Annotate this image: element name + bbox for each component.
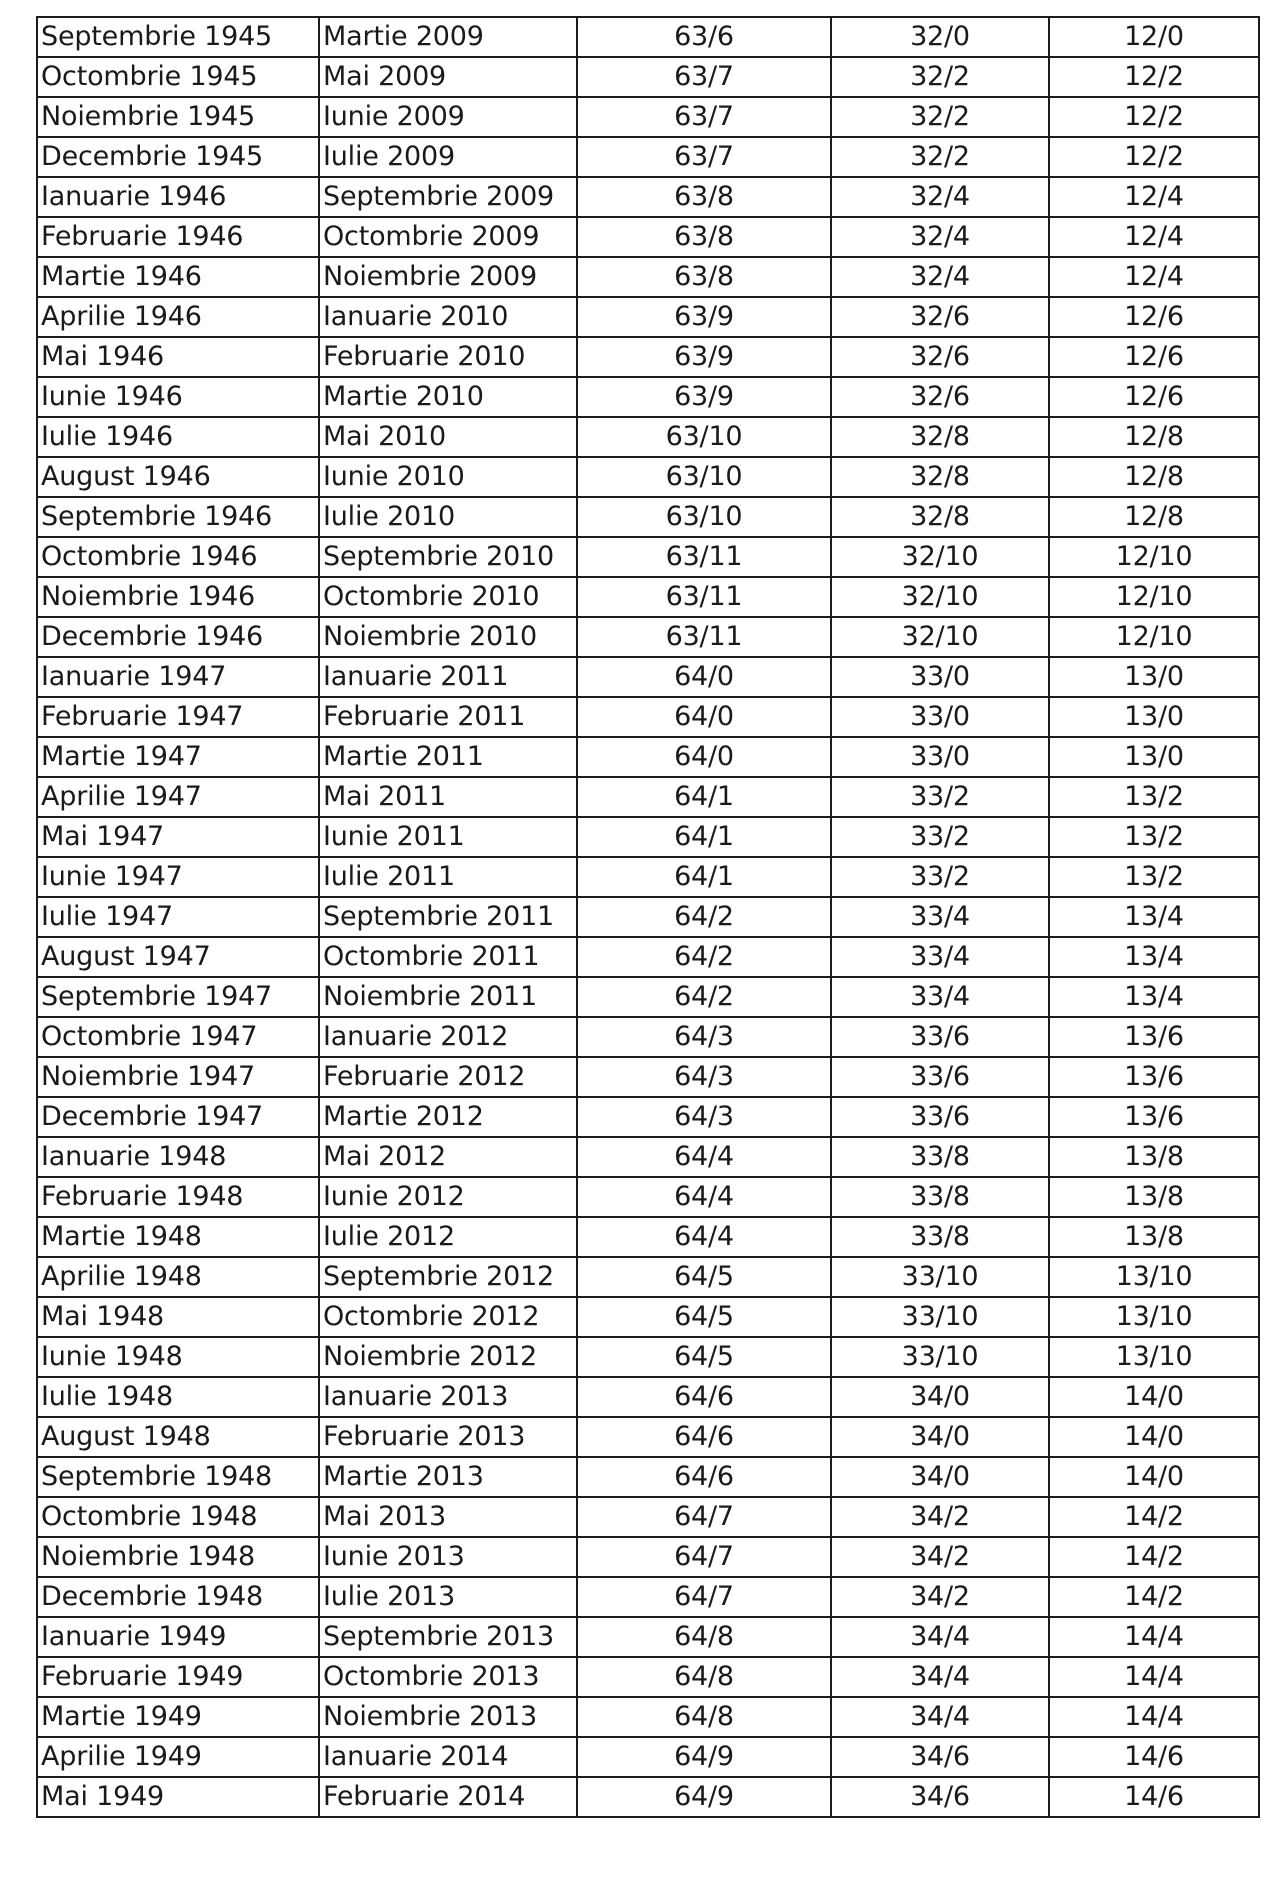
birth-date-cell: Decembrie 1948 [37, 1577, 319, 1617]
table-row [37, 1697, 1259, 1737]
minimum-contribution-cell: 34/0 [831, 1417, 1049, 1457]
birth-date-cell: Septembrie 1945 [37, 17, 319, 57]
retirement-date-cell: Februarie 2011 [319, 697, 577, 737]
standard-age-cell: 63/10 [577, 457, 831, 497]
retirement-date-cell: Februarie 2013 [319, 1417, 577, 1457]
minimum-contribution-cell: 33/0 [831, 657, 1049, 697]
minimum-contribution-cell: 34/2 [831, 1577, 1049, 1617]
full-contribution-cell: 13/4 [1049, 897, 1259, 937]
full-contribution-cell: 14/0 [1049, 1417, 1259, 1457]
pension-age-table-page [36, 16, 1258, 1818]
standard-age-cell: 64/7 [577, 1537, 831, 1577]
full-contribution-cell: 13/0 [1049, 697, 1259, 737]
retirement-date-cell: Martie 2010 [319, 377, 577, 417]
minimum-contribution-cell: 34/6 [831, 1737, 1049, 1777]
full-contribution-cell: 12/6 [1049, 297, 1259, 337]
table-row [37, 737, 1259, 777]
table-row [37, 657, 1259, 697]
standard-age-cell: 63/7 [577, 137, 831, 177]
full-contribution-cell: 14/0 [1049, 1457, 1259, 1497]
minimum-contribution-cell: 33/2 [831, 857, 1049, 897]
retirement-date-cell: Februarie 2014 [319, 1777, 577, 1817]
retirement-date-cell: Iulie 2012 [319, 1217, 577, 1257]
retirement-date-cell: Ianuarie 2014 [319, 1737, 577, 1777]
retirement-date-cell: Februarie 2012 [319, 1057, 577, 1097]
full-contribution-cell: 12/8 [1049, 497, 1259, 537]
birth-date-cell: Mai 1947 [37, 817, 319, 857]
full-contribution-cell: 13/10 [1049, 1337, 1259, 1377]
standard-age-cell: 64/1 [577, 817, 831, 857]
birth-date-cell: August 1946 [37, 457, 319, 497]
standard-age-cell: 64/9 [577, 1777, 831, 1817]
minimum-contribution-cell: 32/8 [831, 497, 1049, 537]
full-contribution-cell: 12/10 [1049, 537, 1259, 577]
table-row [37, 377, 1259, 417]
table-row [37, 977, 1259, 1017]
full-contribution-cell: 13/10 [1049, 1257, 1259, 1297]
table-row [37, 1457, 1259, 1497]
table-row [37, 497, 1259, 537]
retirement-date-cell: Ianuarie 2013 [319, 1377, 577, 1417]
table-row [37, 417, 1259, 457]
standard-age-cell: 63/8 [577, 257, 831, 297]
birth-date-cell: Iunie 1946 [37, 377, 319, 417]
standard-age-cell: 63/10 [577, 497, 831, 537]
full-contribution-cell: 13/8 [1049, 1137, 1259, 1177]
standard-age-cell: 64/4 [577, 1177, 831, 1217]
full-contribution-cell: 13/6 [1049, 1097, 1259, 1137]
retirement-date-cell: Iulie 2013 [319, 1577, 577, 1617]
retirement-date-cell: Iulie 2011 [319, 857, 577, 897]
birth-date-cell: Aprilie 1948 [37, 1257, 319, 1297]
standard-age-cell: 64/8 [577, 1657, 831, 1697]
standard-age-cell: 64/4 [577, 1137, 831, 1177]
minimum-contribution-cell: 33/8 [831, 1217, 1049, 1257]
retirement-date-cell: Noiembrie 2012 [319, 1337, 577, 1377]
standard-age-cell: 64/0 [577, 657, 831, 697]
retirement-date-cell: Iunie 2011 [319, 817, 577, 857]
full-contribution-cell: 14/2 [1049, 1497, 1259, 1537]
birth-date-cell: Ianuarie 1949 [37, 1617, 319, 1657]
birth-date-cell: Februarie 1949 [37, 1657, 319, 1697]
retirement-date-cell: Septembrie 2013 [319, 1617, 577, 1657]
table-row [37, 1057, 1259, 1097]
birth-date-cell: Decembrie 1947 [37, 1097, 319, 1137]
table-row [37, 1137, 1259, 1177]
birth-date-cell: Februarie 1946 [37, 217, 319, 257]
minimum-contribution-cell: 32/4 [831, 177, 1049, 217]
standard-age-cell: 64/6 [577, 1377, 831, 1417]
standard-age-cell: 63/11 [577, 537, 831, 577]
retirement-date-cell: Noiembrie 2011 [319, 977, 577, 1017]
table-row [37, 337, 1259, 377]
standard-age-cell: 64/1 [577, 857, 831, 897]
birth-date-cell: Septembrie 1947 [37, 977, 319, 1017]
table-row [37, 297, 1259, 337]
table-row [37, 697, 1259, 737]
birth-date-cell: Iulie 1947 [37, 897, 319, 937]
full-contribution-cell: 13/6 [1049, 1057, 1259, 1097]
table-row [37, 1497, 1259, 1537]
table-row [37, 1777, 1259, 1817]
birth-date-cell: Februarie 1947 [37, 697, 319, 737]
standard-age-cell: 63/11 [577, 617, 831, 657]
full-contribution-cell: 12/0 [1049, 17, 1259, 57]
birth-date-cell: Noiembrie 1945 [37, 97, 319, 137]
minimum-contribution-cell: 32/2 [831, 57, 1049, 97]
full-contribution-cell: 13/10 [1049, 1297, 1259, 1337]
full-contribution-cell: 12/6 [1049, 377, 1259, 417]
standard-age-cell: 64/7 [577, 1497, 831, 1537]
retirement-date-cell: Septembrie 2009 [319, 177, 577, 217]
standard-age-cell: 64/6 [577, 1457, 831, 1497]
table-body [37, 17, 1259, 1817]
birth-date-cell: Decembrie 1946 [37, 617, 319, 657]
minimum-contribution-cell: 32/2 [831, 137, 1049, 177]
standard-age-cell: 63/7 [577, 57, 831, 97]
full-contribution-cell: 12/8 [1049, 417, 1259, 457]
full-contribution-cell: 12/2 [1049, 57, 1259, 97]
standard-age-cell: 63/9 [577, 337, 831, 377]
full-contribution-cell: 13/4 [1049, 937, 1259, 977]
full-contribution-cell: 13/0 [1049, 737, 1259, 777]
full-contribution-cell: 14/0 [1049, 1377, 1259, 1417]
birth-date-cell: Ianuarie 1948 [37, 1137, 319, 1177]
birth-date-cell: Octombrie 1947 [37, 1017, 319, 1057]
birth-date-cell: Noiembrie 1948 [37, 1537, 319, 1577]
table-row [37, 257, 1259, 297]
retirement-date-cell: Ianuarie 2010 [319, 297, 577, 337]
retirement-date-cell: Martie 2011 [319, 737, 577, 777]
table-row [37, 857, 1259, 897]
full-contribution-cell: 14/6 [1049, 1777, 1259, 1817]
retirement-date-cell: Iulie 2010 [319, 497, 577, 537]
minimum-contribution-cell: 32/10 [831, 577, 1049, 617]
minimum-contribution-cell: 32/6 [831, 377, 1049, 417]
retirement-date-cell: Martie 2009 [319, 17, 577, 57]
full-contribution-cell: 13/2 [1049, 817, 1259, 857]
table-row [37, 937, 1259, 977]
table-row [37, 777, 1259, 817]
table-row [37, 1377, 1259, 1417]
table-row [37, 1297, 1259, 1337]
full-contribution-cell: 13/2 [1049, 777, 1259, 817]
retirement-date-cell: Noiembrie 2013 [319, 1697, 577, 1737]
birth-date-cell: Iunie 1947 [37, 857, 319, 897]
full-contribution-cell: 12/4 [1049, 177, 1259, 217]
birth-date-cell: Decembrie 1945 [37, 137, 319, 177]
standard-age-cell: 64/8 [577, 1697, 831, 1737]
retirement-date-cell: Ianuarie 2011 [319, 657, 577, 697]
birth-date-cell: Iulie 1946 [37, 417, 319, 457]
full-contribution-cell: 12/8 [1049, 457, 1259, 497]
standard-age-cell: 64/3 [577, 1017, 831, 1057]
minimum-contribution-cell: 32/2 [831, 97, 1049, 137]
retirement-date-cell: Iulie 2009 [319, 137, 577, 177]
pension-age-table [36, 16, 1260, 1818]
full-contribution-cell: 14/4 [1049, 1697, 1259, 1737]
birth-date-cell: Februarie 1948 [37, 1177, 319, 1217]
retirement-date-cell: Septembrie 2012 [319, 1257, 577, 1297]
table-row [37, 1177, 1259, 1217]
full-contribution-cell: 13/8 [1049, 1177, 1259, 1217]
birth-date-cell: Martie 1947 [37, 737, 319, 777]
retirement-date-cell: Octombrie 2010 [319, 577, 577, 617]
birth-date-cell: Martie 1949 [37, 1697, 319, 1737]
full-contribution-cell: 13/6 [1049, 1017, 1259, 1057]
minimum-contribution-cell: 33/4 [831, 937, 1049, 977]
retirement-date-cell: Mai 2013 [319, 1497, 577, 1537]
standard-age-cell: 64/5 [577, 1297, 831, 1337]
table-row [37, 1337, 1259, 1377]
table-row [37, 57, 1259, 97]
standard-age-cell: 63/11 [577, 577, 831, 617]
retirement-date-cell: Februarie 2010 [319, 337, 577, 377]
minimum-contribution-cell: 33/8 [831, 1177, 1049, 1217]
retirement-date-cell: Octombrie 2012 [319, 1297, 577, 1337]
full-contribution-cell: 12/6 [1049, 337, 1259, 377]
retirement-date-cell: Noiembrie 2009 [319, 257, 577, 297]
standard-age-cell: 63/9 [577, 377, 831, 417]
full-contribution-cell: 12/2 [1049, 97, 1259, 137]
retirement-date-cell: Mai 2011 [319, 777, 577, 817]
retirement-date-cell: Octombrie 2013 [319, 1657, 577, 1697]
birth-date-cell: Ianuarie 1947 [37, 657, 319, 697]
table-row [37, 217, 1259, 257]
birth-date-cell: Iunie 1948 [37, 1337, 319, 1377]
birth-date-cell: Mai 1946 [37, 337, 319, 377]
birth-date-cell: Octombrie 1945 [37, 57, 319, 97]
retirement-date-cell: Mai 2012 [319, 1137, 577, 1177]
minimum-contribution-cell: 33/2 [831, 777, 1049, 817]
standard-age-cell: 64/6 [577, 1417, 831, 1457]
standard-age-cell: 64/2 [577, 977, 831, 1017]
retirement-date-cell: Martie 2013 [319, 1457, 577, 1497]
birth-date-cell: Aprilie 1947 [37, 777, 319, 817]
full-contribution-cell: 14/2 [1049, 1577, 1259, 1617]
standard-age-cell: 63/10 [577, 417, 831, 457]
table-row [37, 1217, 1259, 1257]
minimum-contribution-cell: 32/0 [831, 17, 1049, 57]
minimum-contribution-cell: 34/0 [831, 1377, 1049, 1417]
minimum-contribution-cell: 33/2 [831, 817, 1049, 857]
retirement-date-cell: Iunie 2012 [319, 1177, 577, 1217]
full-contribution-cell: 14/4 [1049, 1617, 1259, 1657]
retirement-date-cell: Octombrie 2011 [319, 937, 577, 977]
full-contribution-cell: 12/2 [1049, 137, 1259, 177]
retirement-date-cell: Mai 2009 [319, 57, 577, 97]
full-contribution-cell: 14/4 [1049, 1657, 1259, 1697]
birth-date-cell: Ianuarie 1946 [37, 177, 319, 217]
minimum-contribution-cell: 32/10 [831, 617, 1049, 657]
minimum-contribution-cell: 34/4 [831, 1697, 1049, 1737]
minimum-contribution-cell: 32/4 [831, 217, 1049, 257]
minimum-contribution-cell: 33/6 [831, 1017, 1049, 1057]
minimum-contribution-cell: 33/4 [831, 977, 1049, 1017]
minimum-contribution-cell: 32/10 [831, 537, 1049, 577]
retirement-date-cell: Iunie 2013 [319, 1537, 577, 1577]
table-row [37, 537, 1259, 577]
table-row [37, 817, 1259, 857]
minimum-contribution-cell: 33/8 [831, 1137, 1049, 1177]
birth-date-cell: Octombrie 1948 [37, 1497, 319, 1537]
minimum-contribution-cell: 34/2 [831, 1537, 1049, 1577]
full-contribution-cell: 13/2 [1049, 857, 1259, 897]
standard-age-cell: 64/8 [577, 1617, 831, 1657]
minimum-contribution-cell: 34/4 [831, 1657, 1049, 1697]
retirement-date-cell: Mai 2010 [319, 417, 577, 457]
standard-age-cell: 63/6 [577, 17, 831, 57]
retirement-date-cell: Septembrie 2011 [319, 897, 577, 937]
birth-date-cell: Noiembrie 1947 [37, 1057, 319, 1097]
standard-age-cell: 64/5 [577, 1337, 831, 1377]
retirement-date-cell: Octombrie 2009 [319, 217, 577, 257]
birth-date-cell: Septembrie 1946 [37, 497, 319, 537]
minimum-contribution-cell: 33/6 [831, 1057, 1049, 1097]
retirement-date-cell: Iunie 2010 [319, 457, 577, 497]
full-contribution-cell: 13/8 [1049, 1217, 1259, 1257]
minimum-contribution-cell: 33/10 [831, 1337, 1049, 1377]
birth-date-cell: Octombrie 1946 [37, 537, 319, 577]
birth-date-cell: Mai 1948 [37, 1297, 319, 1337]
retirement-date-cell: Noiembrie 2010 [319, 617, 577, 657]
table-row [37, 897, 1259, 937]
retirement-date-cell: Martie 2012 [319, 1097, 577, 1137]
birth-date-cell: Noiembrie 1946 [37, 577, 319, 617]
table-row [37, 617, 1259, 657]
standard-age-cell: 64/2 [577, 897, 831, 937]
table-row [37, 1577, 1259, 1617]
minimum-contribution-cell: 32/8 [831, 417, 1049, 457]
full-contribution-cell: 13/4 [1049, 977, 1259, 1017]
standard-age-cell: 64/9 [577, 1737, 831, 1777]
birth-date-cell: August 1947 [37, 937, 319, 977]
table-row [37, 177, 1259, 217]
table-row [37, 137, 1259, 177]
birth-date-cell: August 1948 [37, 1417, 319, 1457]
full-contribution-cell: 14/2 [1049, 1537, 1259, 1577]
full-contribution-cell: 12/10 [1049, 617, 1259, 657]
minimum-contribution-cell: 33/4 [831, 897, 1049, 937]
table-row [37, 457, 1259, 497]
minimum-contribution-cell: 32/6 [831, 297, 1049, 337]
standard-age-cell: 64/0 [577, 697, 831, 737]
full-contribution-cell: 14/6 [1049, 1737, 1259, 1777]
full-contribution-cell: 12/4 [1049, 257, 1259, 297]
standard-age-cell: 63/9 [577, 297, 831, 337]
minimum-contribution-cell: 32/8 [831, 457, 1049, 497]
minimum-contribution-cell: 33/10 [831, 1257, 1049, 1297]
standard-age-cell: 63/8 [577, 217, 831, 257]
minimum-contribution-cell: 32/6 [831, 337, 1049, 377]
standard-age-cell: 64/3 [577, 1057, 831, 1097]
birth-date-cell: Septembrie 1948 [37, 1457, 319, 1497]
full-contribution-cell: 12/4 [1049, 217, 1259, 257]
standard-age-cell: 64/2 [577, 937, 831, 977]
table-row [37, 577, 1259, 617]
standard-age-cell: 64/3 [577, 1097, 831, 1137]
minimum-contribution-cell: 33/10 [831, 1297, 1049, 1337]
standard-age-cell: 64/1 [577, 777, 831, 817]
table-row [37, 1537, 1259, 1577]
minimum-contribution-cell: 34/2 [831, 1497, 1049, 1537]
retirement-date-cell: Septembrie 2010 [319, 537, 577, 577]
minimum-contribution-cell: 33/6 [831, 1097, 1049, 1137]
minimum-contribution-cell: 33/0 [831, 737, 1049, 777]
table-row [37, 1417, 1259, 1457]
full-contribution-cell: 12/10 [1049, 577, 1259, 617]
minimum-contribution-cell: 34/4 [831, 1617, 1049, 1657]
birth-date-cell: Aprilie 1949 [37, 1737, 319, 1777]
birth-date-cell: Iulie 1948 [37, 1377, 319, 1417]
table-row [37, 1657, 1259, 1697]
birth-date-cell: Martie 1946 [37, 257, 319, 297]
standard-age-cell: 64/7 [577, 1577, 831, 1617]
minimum-contribution-cell: 32/4 [831, 257, 1049, 297]
standard-age-cell: 64/4 [577, 1217, 831, 1257]
standard-age-cell: 64/0 [577, 737, 831, 777]
minimum-contribution-cell: 33/0 [831, 697, 1049, 737]
birth-date-cell: Aprilie 1946 [37, 297, 319, 337]
table-row [37, 1617, 1259, 1657]
table-row [37, 1097, 1259, 1137]
standard-age-cell: 63/8 [577, 177, 831, 217]
table-row [37, 1257, 1259, 1297]
standard-age-cell: 64/5 [577, 1257, 831, 1297]
minimum-contribution-cell: 34/0 [831, 1457, 1049, 1497]
birth-date-cell: Mai 1949 [37, 1777, 319, 1817]
table-row [37, 1017, 1259, 1057]
retirement-date-cell: Iunie 2009 [319, 97, 577, 137]
table-row [37, 97, 1259, 137]
standard-age-cell: 63/7 [577, 97, 831, 137]
full-contribution-cell: 13/0 [1049, 657, 1259, 697]
table-row [37, 1737, 1259, 1777]
table-row [37, 17, 1259, 57]
minimum-contribution-cell: 34/6 [831, 1777, 1049, 1817]
retirement-date-cell: Ianuarie 2012 [319, 1017, 577, 1057]
birth-date-cell: Martie 1948 [37, 1217, 319, 1257]
